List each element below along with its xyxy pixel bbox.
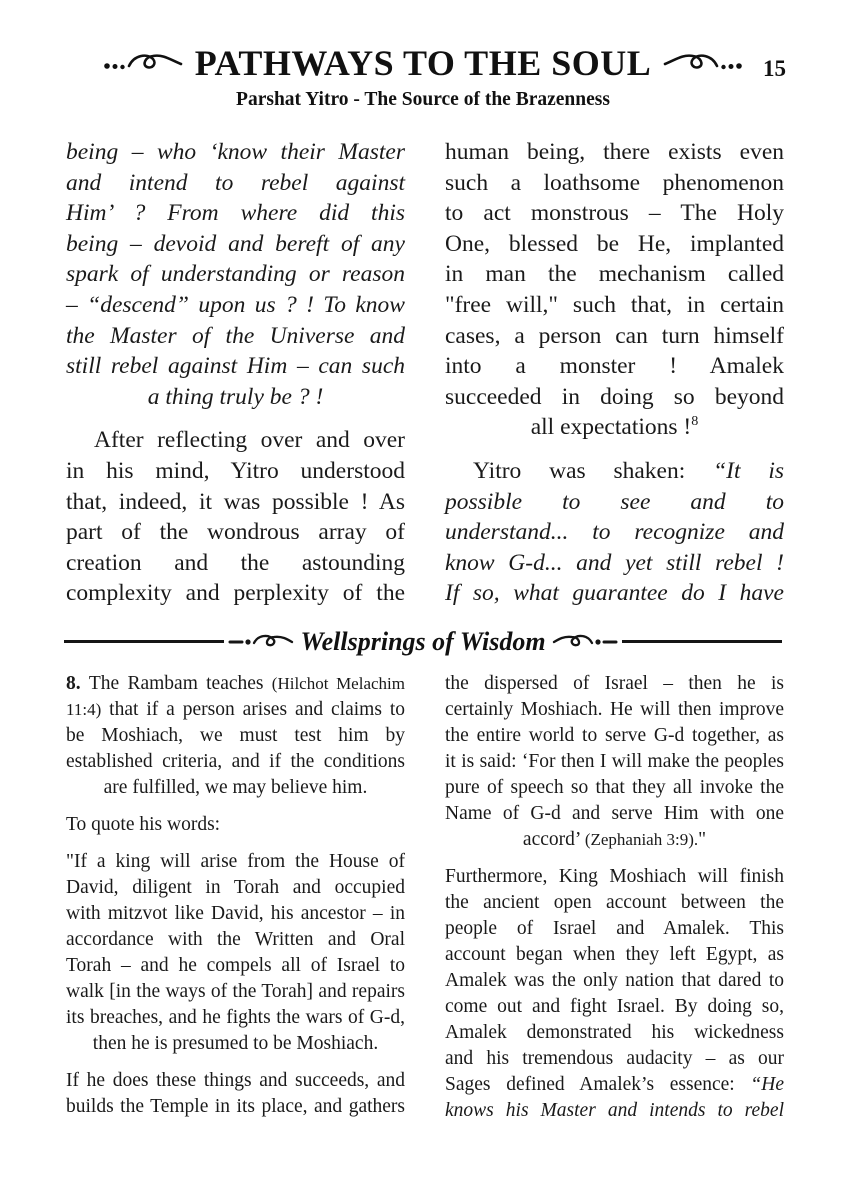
text-line: [445, 994, 784, 1020]
text-line: [445, 801, 784, 827]
divider-flourish-left-icon: [228, 632, 294, 652]
text-segment: all expectations !: [530, 414, 692, 441]
text-line: [66, 849, 405, 875]
text-line: [66, 517, 405, 548]
body-columns: [0, 137, 846, 609]
text-segment: a thing truly be ? !: [147, 383, 324, 410]
divider-label: Wellsprings of Wisdom: [300, 626, 546, 656]
text-line: [66, 901, 405, 927]
footnote-paragraph: [445, 864, 784, 1124]
text-line: [66, 927, 405, 953]
text-segment: people of Israel and Amalek. This: [445, 917, 784, 939]
text-line: [66, 979, 405, 1005]
text-line: [445, 412, 784, 443]
text-line: [445, 1098, 784, 1124]
text-segment: still rebel against Him – can such: [66, 353, 405, 380]
text-segment: accordance with the Written and Oral: [66, 928, 405, 950]
text-segment: (Hilchot Melachim: [271, 673, 405, 693]
text-line: [66, 697, 405, 723]
text-line: [445, 456, 784, 487]
text-line: [66, 351, 405, 382]
text-segment: that if a person arises and claims to: [101, 698, 405, 720]
text-line: [66, 953, 405, 979]
text-segment: come out and fight Israel. By doing so,: [445, 995, 784, 1017]
text-line: [445, 968, 784, 994]
text-segment: builds the Temple in its place, and gathers: [66, 1095, 405, 1117]
text-segment: 11:4): [66, 699, 102, 719]
text-line: [445, 697, 784, 723]
text-segment: established criteria, and if the conditions: [66, 750, 405, 772]
text-segment: One, blessed be He, implanted: [445, 230, 784, 257]
section-divider: [64, 626, 782, 658]
text-line: [66, 456, 405, 487]
text-segment: If so, what guarantee do I have: [445, 580, 784, 607]
divider-center: [224, 627, 621, 657]
text-segment: it is said: ‘For then I will make the peoples: [445, 750, 784, 772]
paragraph: [445, 137, 784, 443]
text-line: [445, 890, 784, 916]
text-segment: are fulfilled, we may believe him.: [103, 776, 368, 798]
text-line: [66, 548, 405, 579]
text-line: [445, 168, 784, 199]
footnote-column-left: [66, 671, 405, 1124]
text-line: [66, 723, 405, 749]
text-segment: certainly Moshiach. He will then improve: [445, 698, 784, 720]
text-line: [66, 382, 405, 413]
page-number: 15: [763, 56, 786, 81]
divider-flourish-right-icon: [552, 632, 618, 652]
text-line: [445, 827, 784, 853]
page-title: PATHWAYS TO THE SOUL: [194, 43, 652, 83]
text-line: [445, 864, 784, 890]
text-line: [445, 749, 784, 775]
text-line: [445, 548, 784, 579]
text-segment: understand... to recognize and: [445, 519, 784, 546]
footnote-paragraph: [66, 849, 405, 1057]
text-segment: pure of speech so that they all invoke the: [445, 776, 784, 798]
text-segment: then he is presumed to be Moshiach.: [92, 1032, 379, 1054]
footnote-columns: [0, 671, 846, 1124]
text-segment: cases, a person can turn himself: [445, 322, 784, 349]
text-line: [66, 259, 405, 290]
text-segment: such a loathsome phenomenon: [445, 169, 784, 196]
text-line: [66, 198, 405, 229]
text-segment: to act monstrous – The Holy: [445, 200, 784, 227]
text-segment: Name of G-d and serve Him with one: [445, 802, 784, 824]
text-segment: accord’: [522, 828, 585, 850]
text-line: [445, 942, 784, 968]
text-segment: and intend to rebel against: [66, 169, 405, 196]
page-header: [0, 0, 846, 111]
text-line: [66, 229, 405, 260]
text-segment: the Master of the Universe and: [66, 322, 405, 349]
divider-rule-left: [64, 640, 224, 643]
text-segment: 8.: [66, 672, 89, 694]
text-line: [445, 1072, 784, 1098]
text-segment: To quote his words:: [66, 813, 221, 835]
text-segment: into a monster ! Amalek: [445, 353, 784, 380]
text-line: [445, 723, 784, 749]
text-line: [445, 487, 784, 518]
text-line: [66, 812, 405, 838]
text-line: [66, 321, 405, 352]
page-subtitle: Parshat Yitro - The Source of the Brazenness: [236, 89, 610, 110]
text-segment: being – devoid and bereft of any: [66, 230, 405, 257]
text-segment: Yitro was shaken:: [473, 457, 714, 484]
text-segment: that, indeed, it was possible ! As: [66, 488, 405, 515]
text-segment: the dispersed of Israel – then he is: [445, 672, 784, 694]
text-line: [66, 137, 405, 168]
text-line: [66, 1068, 405, 1094]
text-segment: and his tremendous audacity – as our: [445, 1047, 784, 1069]
text-segment: “It is: [713, 457, 784, 484]
footnote-paragraph: [66, 671, 405, 801]
text-line: [66, 425, 405, 456]
text-segment: in man the mechanism called: [445, 261, 784, 288]
text-line: [445, 671, 784, 697]
text-line: [66, 1031, 405, 1057]
text-line: [445, 916, 784, 942]
text-segment: Amalek was the only nation that dared to: [445, 969, 784, 991]
footnote-column-right: [445, 671, 784, 1124]
text-segment: (Zephaniah 3:9).: [584, 829, 699, 849]
footnote-paragraph: [445, 671, 784, 853]
paragraph: [445, 456, 784, 609]
text-line: [66, 487, 405, 518]
divider-rule-right: [622, 640, 782, 643]
text-segment: the ancient open account between the: [445, 891, 784, 913]
paragraph: [66, 137, 405, 412]
text-line: [445, 517, 784, 548]
text-line: [66, 749, 405, 775]
text-segment: being – who ‘know their Master: [66, 139, 405, 165]
footnote-paragraph: [66, 1068, 405, 1120]
text-line: [66, 1005, 405, 1031]
text-segment: human being, there exists even: [445, 139, 784, 165]
text-line: [445, 382, 784, 413]
text-line: [445, 290, 784, 321]
text-segment: complexity and perplexity of the: [66, 580, 405, 607]
text-segment: “He: [750, 1073, 784, 1095]
text-segment: its breaches, and he fights the wars of G-d,: [66, 1006, 405, 1028]
text-segment: Amalek demonstrated his wickedness: [445, 1021, 784, 1043]
text-segment: be Moshiach, we must test him by: [66, 724, 405, 746]
text-segment: succeeded in doing so beyond: [445, 383, 784, 410]
text-segment: If he does these things and succeeds, and: [66, 1069, 405, 1091]
text-line: [445, 321, 784, 352]
text-line: [66, 168, 405, 199]
text-segment: "free will," such that, in certain: [445, 291, 784, 318]
text-line: [445, 198, 784, 229]
text-line: [445, 229, 784, 260]
text-line: [66, 671, 405, 697]
text-segment: account began when they left Egypt, as: [445, 943, 784, 965]
text-line: [445, 259, 784, 290]
text-segment: Torah – and he compels all of Israel to: [66, 954, 405, 976]
body-column-right: [445, 137, 784, 609]
text-segment: creation and the astounding: [66, 549, 405, 576]
paragraph: [66, 425, 405, 609]
text-segment: "If a king will arise from the House of: [66, 850, 405, 872]
text-segment: 8: [691, 413, 699, 430]
text-segment: Sages defined Amalek’s essence:: [445, 1073, 751, 1095]
text-segment: David, diligent in Torah and occupied: [66, 876, 405, 898]
text-line: [445, 775, 784, 801]
text-segment: the entire world to serve G-d together, as: [445, 724, 784, 746]
text-segment: Furthermore, King Moshiach will finish: [445, 865, 784, 887]
text-segment: know G-d... and yet still rebel !: [445, 549, 784, 576]
text-segment: possible to see and to: [445, 488, 784, 515]
text-segment: The Rambam teaches: [88, 672, 272, 694]
text-segment: Him’ ? From where did this: [66, 200, 405, 227]
text-line: [66, 578, 405, 609]
text-line: [445, 137, 784, 168]
text-segment: with mitzvot like David, his ancestor – in: [66, 902, 405, 924]
text-segment: After reflecting over and over: [94, 427, 405, 454]
footnote-paragraph: [66, 812, 405, 838]
title-row: [0, 42, 846, 84]
flourish-left-icon: [101, 50, 185, 76]
text-segment: knows his Master and intends to rebel: [445, 1099, 784, 1121]
text-segment: part of the wondrous array of: [66, 519, 405, 546]
text-line: [445, 578, 784, 609]
text-line: [66, 290, 405, 321]
text-line: [66, 775, 405, 801]
text-segment: ": [698, 828, 707, 850]
text-segment: – “descend” upon us ? ! To know: [66, 291, 405, 318]
text-line: [445, 351, 784, 382]
text-line: [66, 1094, 405, 1120]
text-segment: spark of understanding or reason: [66, 261, 405, 288]
text-segment: in his mind, Yitro understood: [66, 457, 405, 484]
flourish-right-icon: [661, 50, 745, 76]
text-segment: walk [in the ways of the Torah] and repairs: [66, 980, 405, 1002]
text-line: [445, 1020, 784, 1046]
text-line: [66, 875, 405, 901]
text-line: [445, 1046, 784, 1072]
body-column-left: [66, 137, 405, 609]
